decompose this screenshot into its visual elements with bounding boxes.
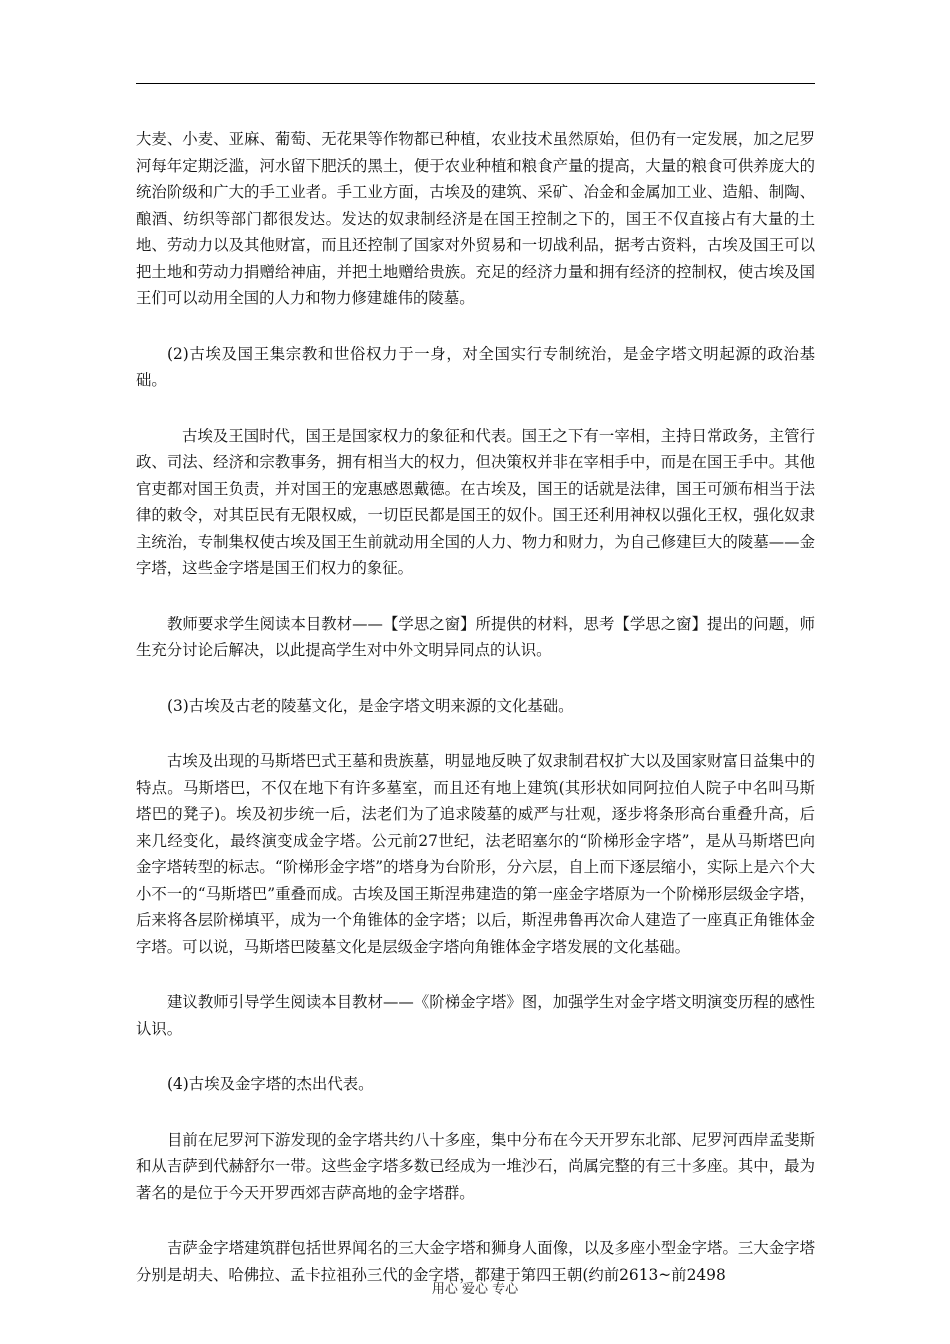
document-body — [136, 126, 815, 1317]
header-rule — [136, 83, 815, 84]
paragraph-cultural-heading: (3)古埃及古老的陵墓文化，是金字塔文明来源的文化基础。 — [167, 696, 574, 715]
paragraph-mastaba: 古埃及出现的马斯塔巴式王墓和贵族墓，明显地反映了奴隶制君权扩大以及国家财富日益集中的特点。马斯塔巴，不仅在地下有许多墓室，而且还有地上建筑(其形状如同阿拉伯人院子中名叫马斯塔巴的凳子)。埃及初步统一后，法老们为了追求陵墓的威严与壮观，逐步将条形高台重叠升高，后来几经变化，最终演变成金字塔。公元前27世纪，法老昭塞尔的“阶梯形金字塔”，是从马斯塔巴向金字塔转型的标志。“阶梯形金字塔”的塔身为台阶形，分六层，自上而下逐层缩小，实际上是六个大小不一的“马斯塔巴”重叠而成。古埃及国王斯涅弗建造的第一座金字塔原为一个阶梯形层级金字塔，后来将各层阶梯填平，成为一个角锥体的金字塔；以后，斯涅弗鲁再次命人建造了一座真正角锥体金字塔。可以说，马斯塔巴陵墓文化是层级金字塔向角锥体金字塔发展的文化基础。 — [136, 752, 815, 956]
paragraph-representative-heading: (4)古埃及金字塔的杰出代表。 — [167, 1075, 374, 1093]
page-footer: 用心 爱心 专心 — [431, 1282, 519, 1297]
paragraph-economy: 大麦、小麦、亚麻、葡萄、无花果等作物都已种植，农业技术虽然原始，但仍有一定发展，加之尼罗河每年定期泛滥，河水留下肥沃的黑土，便于农业种植和粮食产量的提高，大量的粮食可供养庞大的统治阶级和广大的手工业者。手工业方面，古埃及的建筑、采矿、冶金和金属加工业、造船、制陶、酿酒、纺织等部门都很发达。发达的奴隶制经济是在国王控制之下的，国王不仅直接占有大量的土地、劳动力以及其他财富，而且还控制了国家对外贸易和一切战利品，据考古资料，古埃及国王可以把土地和劳动力捐赠给神庙，并把土地赠给贵族。充足的经济力量和拥有经济的控制权，使古埃及国王们可以动用全国的人力和物力修建雄伟的陵墓。 — [136, 130, 815, 307]
paragraph-teacher-note-2: 建议教师引导学生阅读本目教材——《阶梯金字塔》图，加强学生对金字塔文明演变历程的感性认识。 — [136, 993, 815, 1038]
paragraph-pyramid-count: 目前在尼罗河下游发现的金字塔共约八十多座，集中分布在今天开罗东北部、尼罗河西岸孟斐斯和从吉萨到代赫舒尔一带。这些金字塔多数已经成为一堆沙石，尚属完整的有三十多座。其中，最为著名的是位于今天开罗西郊吉萨高地的金字塔群。 — [136, 1130, 815, 1202]
paragraph-giza: 吉萨金字塔建筑群包括世界闻名的三大金字塔和狮身人面像，以及多座小型金字塔。三大金字塔分别是胡夫、哈佛拉、孟卡拉祖孙三代的金字塔，都建于第四王朝(约前2613~前2498 — [136, 1239, 815, 1284]
paragraph-political-heading: (2)古埃及国王集宗教和世俗权力于一身，对全国实行专制统治，是金字塔文明起源的政治基础。 — [136, 344, 815, 389]
paragraph-teacher-note-1: 教师要求学生阅读本目教材——【学思之窗】所提供的材料，思考【学思之窗】提出的问题，师生充分讨论后解决，以此提高学生对中外文明异同点的认识。 — [136, 614, 815, 659]
paragraph-royal-power: 古埃及王国时代，国王是国家权力的象征和代表。国王之下有一宰相，主持日常政务，主管行政、司法、经济和宗教事务，拥有相当大的权力，但决策权并非在宰相手中，而是在国王手中。其他官吏都对国王负责，并对国王的宠惠感恩戴德。在古埃及，国王的话就是法律，国王可颁布相当于法律的敕令，对其臣民有无限权威，一切臣民都是国王的奴仆。国王还利用神权以强化王权，强化奴隶主统治，专制集权使古埃及国王生前就动用全国的人力、物力和财力，为自己修建巨大的陵墓——金字塔，这些金字塔是国王们权力的象征。 — [136, 426, 815, 577]
